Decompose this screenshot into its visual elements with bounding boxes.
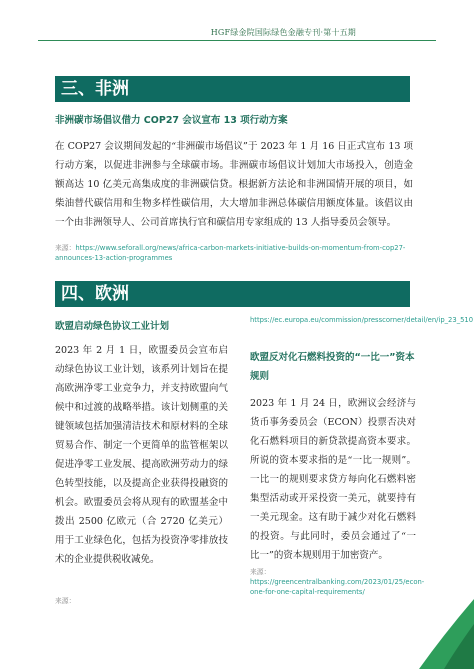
section-africa-title: 三、非洲 xyxy=(55,76,410,102)
eu-one-for-one-heading: 欧盟反对化石燃料投资的“一比一”资本规则 xyxy=(250,352,415,382)
africa-body: 在 COP27 会议期间发起的“非洲碳市场倡议”于 2023 年 1 月 16 日正式宣布 13 项行动方案，以促进非洲参与全球碳市场。非洲碳市场倡议计划加大市场投入，创造金额高达 10 亿美元高集成度的非洲碳信贷。根据新方法论和非洲国情开展的项目，如柴油替代碳信用和生物多样性碳信用，大大增加非洲总体碳信用额度体量。该倡议由一个由非洲领导人、公司首席执行官和碳信用专家组成的 13 人指导委员会领导。 xyxy=(55,141,413,228)
corner-decoration xyxy=(384,579,474,669)
africa-heading: 非洲碳市场倡议借力 COP27 会议宣布 13 项行动方案 xyxy=(55,115,288,126)
header-rule xyxy=(38,40,436,41)
eu-industrial-source xyxy=(55,596,225,606)
section-europe-title: 四、欧洲 xyxy=(55,281,410,307)
source-label: 来源： xyxy=(55,244,76,252)
source-label: 来源： xyxy=(55,597,76,605)
journal-title: HGF绿金院国际绿色金融专刊·第十五期 xyxy=(210,28,356,37)
source-label: 来源： xyxy=(250,568,271,576)
eu-industrial-source-link[interactable]: https://ec.europa.eu/commission/presscorner/detail/en/ip_23_510 xyxy=(250,316,474,324)
africa-source-link[interactable]: https://www.seforall.org/news/africa-carbon-markets-initiative-builds-on-momentum-from-cop27-announces-13-action-programmes xyxy=(55,244,406,262)
eu-industrial-heading: 欧盟启动绿色协议工业计划 xyxy=(55,321,170,332)
eu-industrial-body: 2023 年 2 月 1 日，欧盟委员会宣布启动绿色协议工业计划，该系列计划旨在提高欧洲净零工业竞争力，并支持欧盟向气候中和过渡的战略举措。该计划侧重的关键领域包括加强清洁技术和原材料的全球贸易合作、制定一个更简单的监管框架以促进净零工业发展、提高欧洲劳动力的绿色转型技能，以及提高企业获得投融资的机会。欧盟委员会将从现有的欧盟基金中拨出 2500 亿欧元（合 2720 亿美元）用于工业绿色化，包括为投资净零排放技术的企业提供税收减免。 xyxy=(55,345,228,565)
eu-one-for-one-body: 2023 年 1 月 24 日，欧洲议会经济与货币事务委员会（ECON）投票否决对化石燃料项目的新贷款提高资本要求。所说的资本要求指的是“一比一规则”。一比一的规则要求贷方每向化石燃料密集型活动或开采投资一美元，就要持有一美元现金。这有助于减少对化石燃料的投资。与此同时，委员会通过了“一比一”的资本规则用于加密资产。 xyxy=(250,398,416,561)
africa-source[interactable] xyxy=(55,243,410,263)
eu-one-for-one-source-link[interactable]: https://greencentralbanking.com/2023/01/25/econ-one-for-one-capital-requirements/ xyxy=(250,578,425,596)
